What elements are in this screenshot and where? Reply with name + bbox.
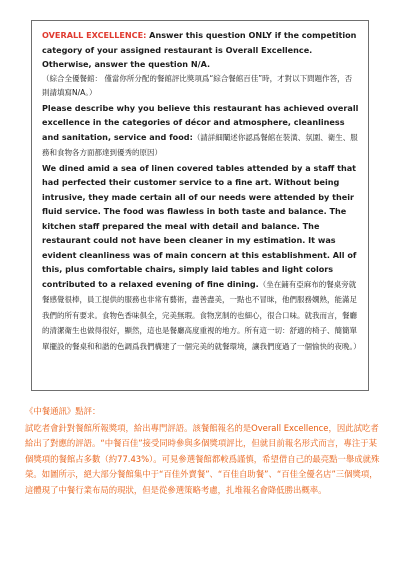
category-label: OVERALL EXCELLENCE: [42,30,147,40]
instruction-text-cn: （綜合全優餐館： 僅當你所分配的餐館評比獎項爲“綜合餐館百佳”時，才對以下問題作答，否則請填寫N/A。） [42,73,353,97]
commentary-body: 試吃者會針對餐館所報獎項，給出專門評語。該餐館報名的是Overall Excellence，因此試吃者給出了對應的評語。“中餐百佳”接受同時參與多個獎項評比，但就目前報名形式而言，專注于某個獎項的餐館占多數（約77.43%）。可見參選餐館都較爲謹慎，希望借自己的最亮點一舉成就殊榮。如圖所示，絕大部分餐館集中于“百佳外賣餐”、“百佳自助餐”、“百佳全優名店”三個獎項，這體現了中餐行業布局的現狀，但是從參選策略考慮，扎堆報名會降低勝出概率。 [25,422,380,495]
answer-paragraph [42,161,359,355]
prompt-text-en: Please describe why you believe this restaurant has achieved overall excellence in the categories of décor and atmosphere, cleanliness and sanitation, service and food: [42,102,359,142]
answer-text-en: We dined amid a sea of linen covered tables attended by a staff that had perfected their customer service to a fine art. Without being intrusive, they made certain all of our needs were attended by their fluid service. The food was flawless in both taste and balance. The kitchen staff prepared the meal with detail and balance. The restaurant could not have been cleaner in my estimation. It was evident cleanliness was of main concern at this establishment. All of this, plus comfortable chairs, simply laid tables and light colors contributed to a relaxed evening of fine dining. [42,162,357,289]
question-instruction [42,28,359,72]
commentary-title: 《中餐通訊》點評： [25,406,101,416]
instruction-text-en: Answer this question ONLY if the competition category of your assigned restaurant is Overall Excellence. Otherwise, answer the question N/A. [42,30,357,69]
answer-text-cn: （坐在鋪有亞麻布的餐桌旁就餐感覺很棒，員工提供的服務也非常有藝術，盡善盡美，一點也不冒昧，他們服務嫺熟，能滿足我們的所有要求。食物色香味俱全，完美無瑕。食物烹制的也細心，很合口味。就我而言，餐廳的清潔衛生也做得很好，顯然，這也是餐廳高度重視的地方。所有這一切：舒適的椅子、簡簡單單擺設的餐桌和和諧的色調爲我們構建了一個完美的就餐環境，讓我們度過了一個愉快的夜晚。） [42,279,361,351]
survey-entry-box [31,20,369,391]
question-prompt [42,101,359,161]
commentary-section [25,404,380,498]
prompt-text-cn: （請詳細闡述你認爲餐館在裝潢、氛圍、衛生、服務和食物各方面都達到優秀的原因） [42,132,358,157]
